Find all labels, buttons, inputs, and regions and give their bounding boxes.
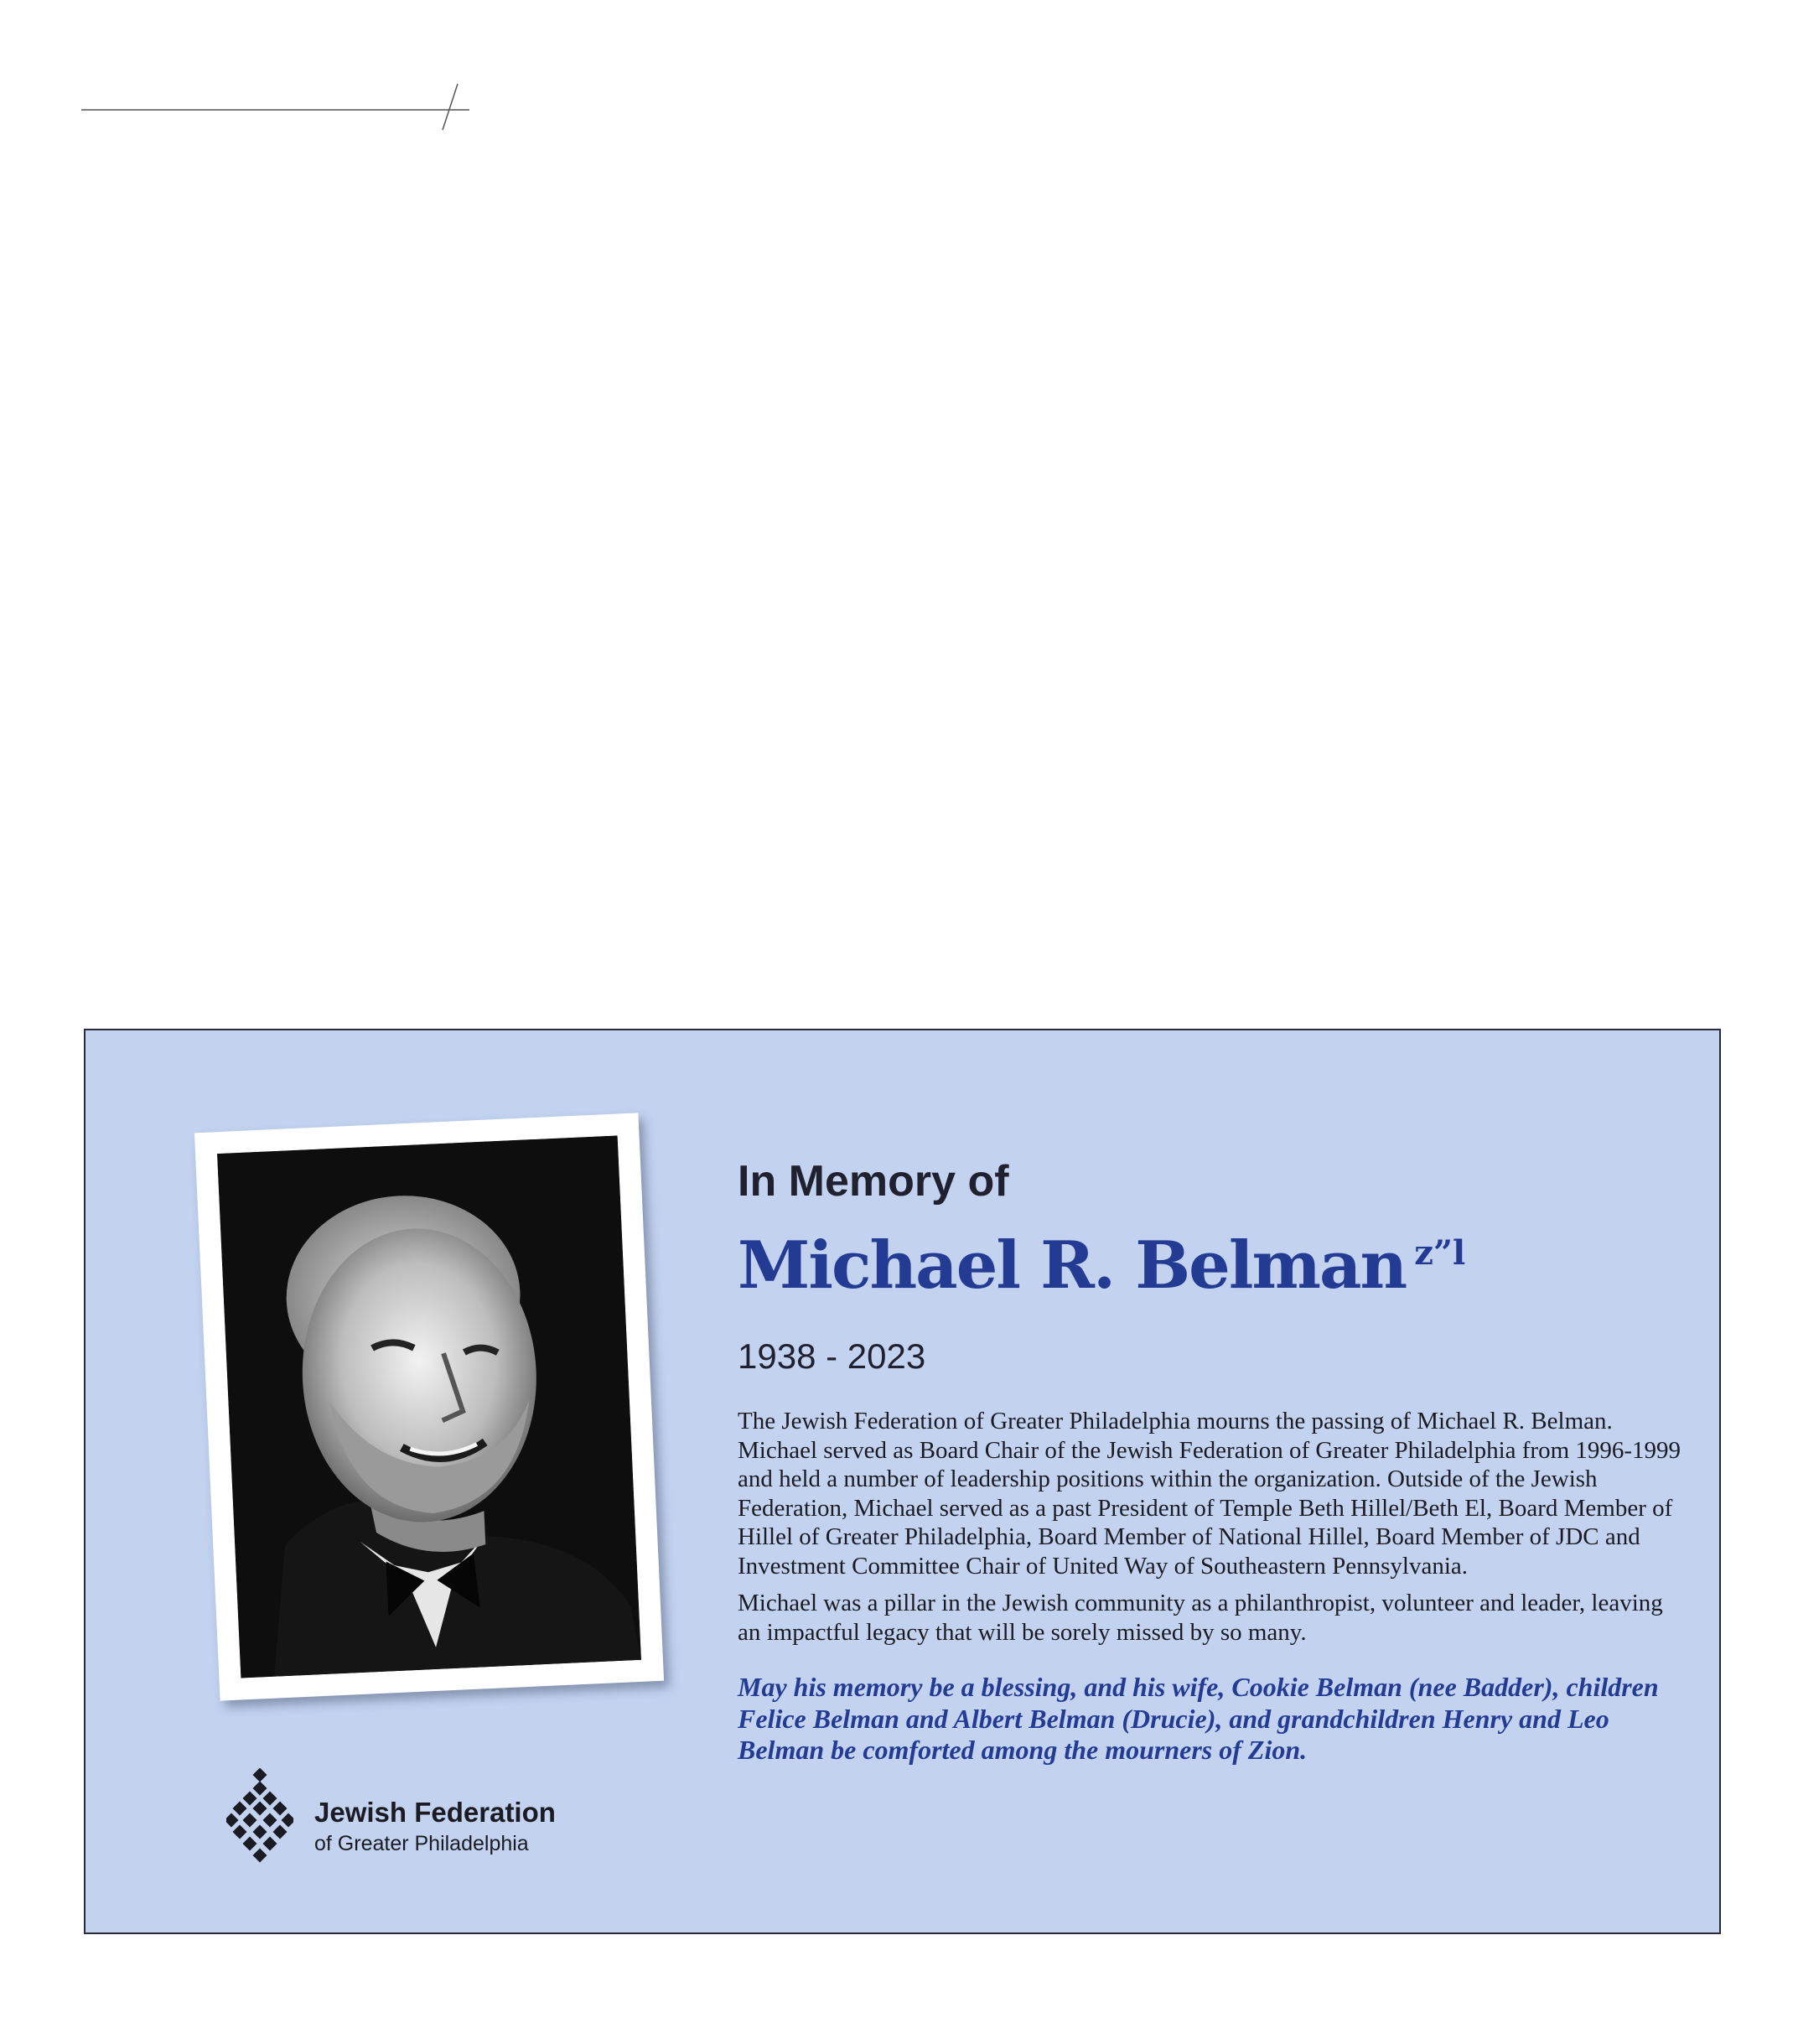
logo-subtitle: of Greater Philadelphia: [314, 1832, 529, 1855]
crop-mark: [0, 0, 503, 143]
blessing-text: May his memory be a blessing, and his wife, Cookie Belman (nee Badder), children Felice Belman and Albert Belman (Drucie), and grandchildren Henry and Leo Belman be comforted among the mourners of Zion.: [738, 1672, 1659, 1765]
memorial-heading: In Memory of: [738, 1157, 1009, 1206]
logo-name: Jewish Federation: [314, 1797, 556, 1828]
federation-logo-icon: [226, 1768, 293, 1867]
portrait-illustration: [217, 1135, 641, 1678]
federation-logo: [226, 1768, 578, 1869]
name-row: [738, 1215, 1685, 1323]
deceased-name: Michael R. Belman: [738, 1227, 1407, 1304]
memorial-ad: [84, 1029, 1721, 1934]
portrait-photo-frame: [194, 1113, 664, 1700]
body-paragraph: The Jewish Federation of Greater Philadelphia mourns the passing of Michael R. Belman. Michael served as Board Chair of the Jewish Federation of Greater Philadelphia from 1996-1999 and held a number of leadership positions within the organization. Outside of the Jewish Federation, Michael served as a past President of Temple Beth Hillel/Beth El, Board Member of Hillel of Greater Philadelphia, Board Member of National Hillel, Board Member of JDC and Investment Committee Chair of United Way of Southeastern Pennsylvania.: [738, 1408, 1681, 1580]
memorial-text: [738, 1156, 1685, 1793]
honorific: z”l: [1414, 1233, 1466, 1273]
body-paragraph: Michael was a pillar in the Jewish community as a philanthropist, volunteer and leader, leaving an impactful legacy that will be sorely missed by so many.: [738, 1590, 1663, 1646]
portrait-photo: [217, 1135, 641, 1678]
life-years: 1938 - 2023: [738, 1336, 926, 1376]
